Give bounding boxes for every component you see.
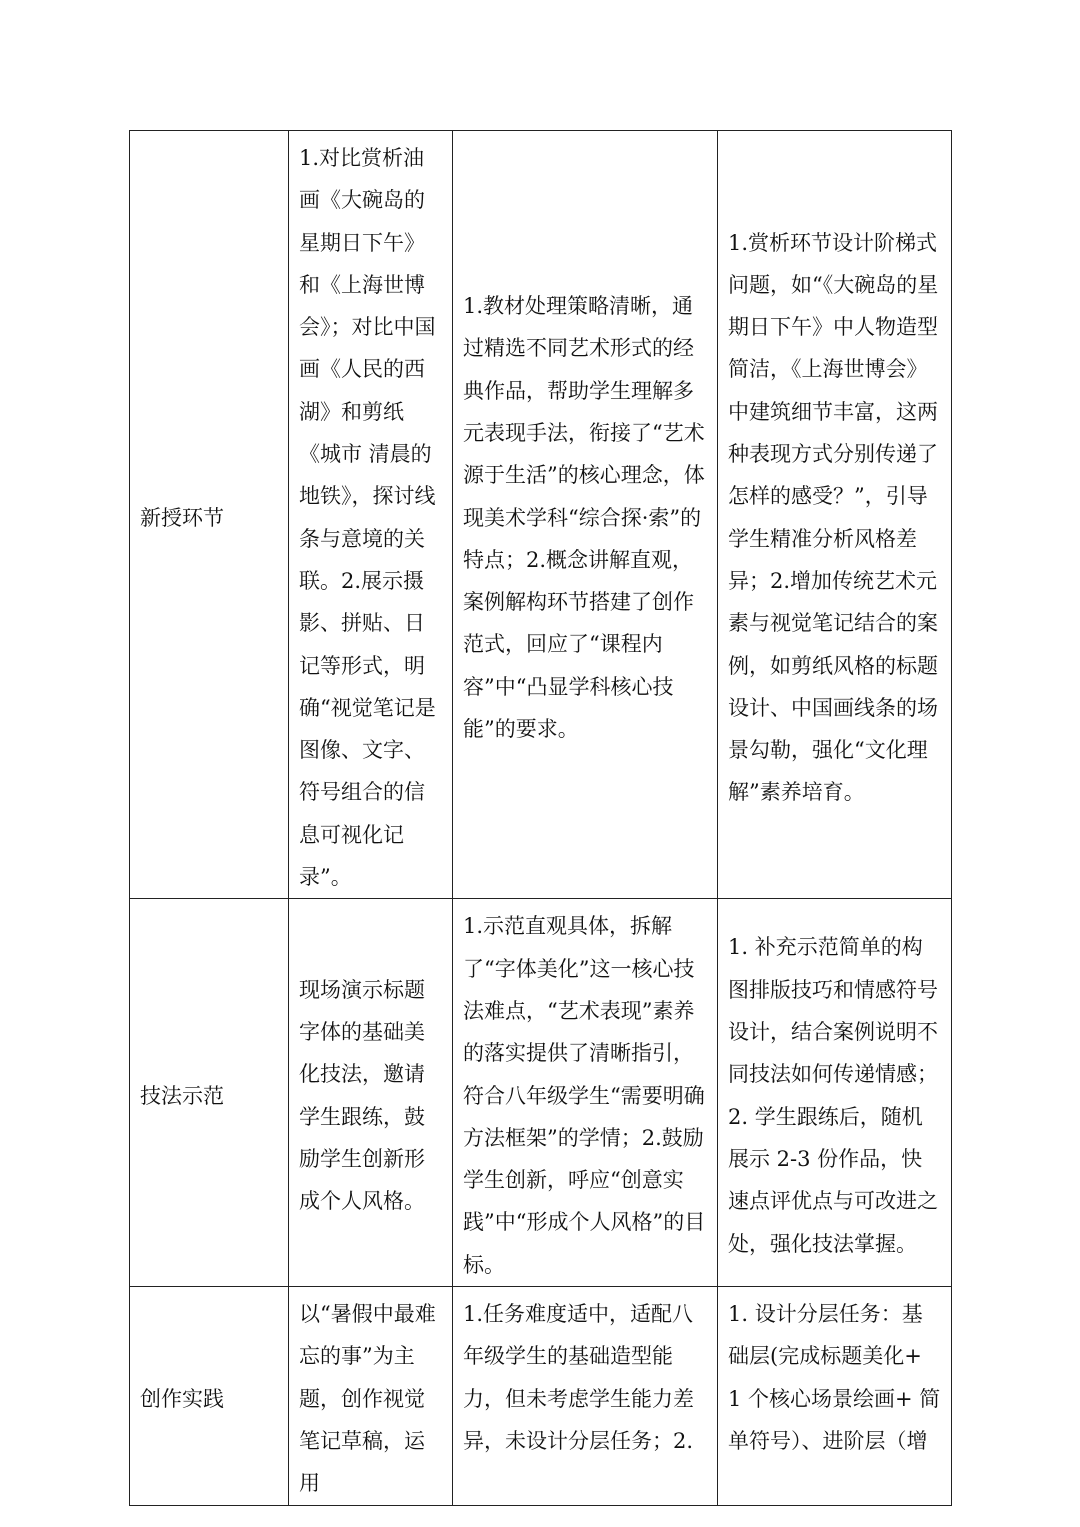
stage-label: 技法示范 <box>140 1083 224 1108</box>
stage-label: 新授环节 <box>140 505 224 530</box>
suggestion-text: 1. 补充示范简单的构图排版技巧和情感符号设计，结合案例说明不同技法如何传递情感；2. 学生跟练后，随机展示 2-3 份作品，快速点评优点与可改进之处，强化技法掌握。 <box>728 935 938 1256</box>
suggestion-cell <box>718 131 952 899</box>
evaluation-text: 1.任务难度适中，适配八年级学生的基础造型能力，但未考虑学生能力差异，未设计分层任务；2. <box>463 1302 694 1453</box>
lesson-evaluation-table <box>129 130 952 1506</box>
stage-cell <box>130 899 289 1287</box>
suggestion-text: 1. 设计分层任务：基础层(完成标题美化+ 1 个核心场景绘画+ 简单符号）、进阶层（增 <box>728 1302 941 1453</box>
suggestion-cell <box>718 899 952 1287</box>
suggestion-cell <box>718 1287 952 1505</box>
table-row <box>130 131 952 899</box>
activity-text: 以“暑假中最难忘的事”为主题，创作视觉笔记草稿，运用 <box>299 1302 436 1496</box>
activity-cell <box>289 1287 453 1505</box>
stage-cell <box>130 1287 289 1505</box>
activity-text: 1.对比赏析油画《大碗岛的星期日下午》和《上海世博会》；对比中国画《人民的西湖》和剪纸《城市 清晨的地铁》，探讨线条与意境的关联。2.展示摄影、拼贴、日记等形式，明确“视觉笔记是图像、文字、符号组合的信息可视化记录”。 <box>299 146 436 890</box>
evaluation-cell <box>453 1287 718 1505</box>
table-row <box>130 1287 952 1505</box>
activity-text: 现场演示标题字体的基础美化技法，邀请学生跟练，鼓励学生创新形成个人风格。 <box>299 977 425 1214</box>
evaluation-cell <box>453 899 718 1287</box>
evaluation-cell <box>453 131 718 899</box>
stage-cell <box>130 131 289 899</box>
table-row <box>130 899 952 1287</box>
evaluation-text: 1.教材处理策略清晰，通过精选不同艺术形式的经典作品，帮助学生理解多元表现手法，衔接了“艺术源于生活”的核心理念，体现美术学科“综合探·索”的特点；2.概念讲解直观，案例解构环节搭建了创作范式，回应了“课程内容”中“凸显学科核心技能”的要求。 <box>463 294 705 741</box>
evaluation-text: 1.示范直观具体，拆解了“字体美化”这一核心技法难点，“艺术表现”素养的落实提供了清晰指引，符合八年级学生“需要明确方法框架”的学情；2.鼓励学生创新，呼应“创意实践”中“形成个人风格”的目标。 <box>463 914 706 1277</box>
suggestion-text: 1.赏析环节设计阶梯式问题，如“《大碗岛的星期日下午》中人物造型简洁，《上海世博会》中建筑细节丰富，这两种表现方式分别传递了怎样的感受？”，引导学生精准分析风格差异；2.增加传统艺术元素与视觉笔记结合的案例，如剪纸风格的标题设计、中国画线条的场景勾勒，强化“文化理解”素养培育。 <box>728 230 939 805</box>
activity-cell <box>289 899 453 1287</box>
stage-label: 创作实践 <box>140 1386 224 1411</box>
activity-cell <box>289 131 453 899</box>
